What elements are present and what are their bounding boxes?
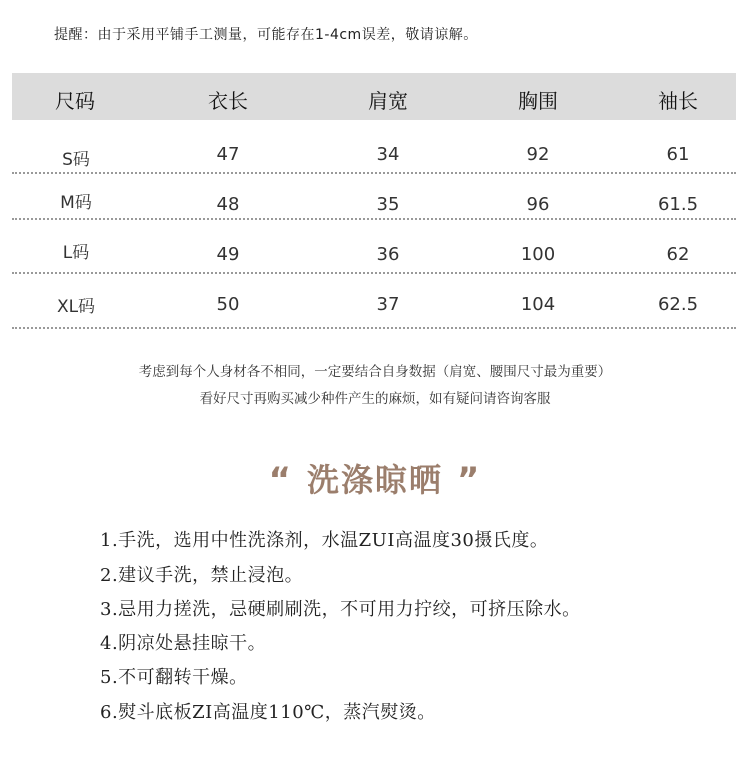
wash-instruction: 2.建议手洗，禁止浸泡。 (100, 565, 304, 586)
table-cell-size: M码 (60, 193, 92, 213)
table-cell-size: XL码 (56, 297, 96, 317)
table-cell: 61 (666, 144, 690, 165)
table-cell: 61.5 (657, 194, 699, 215)
wash-section-title (0, 455, 750, 501)
table-cell: 35 (376, 194, 400, 215)
table-cell: 34 (376, 144, 400, 165)
size-tip-line-2: 看好尺寸再购买减少种件产生的麻烦，如有疑问请咨询客服 (199, 391, 551, 407)
row-divider (12, 218, 736, 220)
open-quote: “ (268, 460, 293, 500)
table-cell: 50 (216, 294, 240, 315)
table-cell: 100 (520, 244, 556, 265)
table-cell-size: L码 (62, 243, 90, 263)
wash-instruction: 1.手洗，选用中性洗涤剂，水温ZUI高温度30摄氏度。 (100, 530, 549, 551)
table-cell: 62.5 (657, 294, 699, 315)
header-size: 尺码 (55, 89, 95, 113)
table-cell: 36 (376, 244, 400, 265)
header-sleeve: 袖长 (658, 89, 698, 113)
wash-instruction: 4.阴凉处悬挂晾干。 (100, 633, 267, 654)
row-divider (12, 172, 736, 174)
header-shoulder: 肩宽 (368, 89, 408, 113)
table-cell: 62 (666, 244, 690, 265)
row-divider (12, 272, 736, 274)
wash-instruction: 5.不可翻转干燥。 (100, 667, 248, 688)
table-cell: 37 (376, 294, 400, 315)
measurement-notice: 提醒：由于采用平铺手工测量，可能存在1-4cm误差，敬请谅解。 (54, 27, 478, 43)
table-cell: 96 (526, 194, 550, 215)
table-cell: 92 (526, 144, 550, 165)
wash-instruction: 6.熨斗底板ZI高温度110℃，蒸汽熨烫。 (100, 702, 436, 723)
table-cell: 49 (216, 244, 240, 265)
header-length: 衣长 (208, 89, 248, 113)
wash-title-text: 洗涤晾晒 (306, 461, 443, 499)
table-cell: 47 (216, 144, 240, 165)
size-tip-line-1: 考虑到每个人身材各不相同，一定要结合自身数据（肩宽、腰围尺寸最为重要） (138, 364, 612, 380)
wash-instruction: 3.忌用力搓洗，忌硬刷刷洗，不可用力拧绞，可挤压除水。 (100, 599, 581, 620)
row-divider (12, 327, 736, 329)
header-chest: 胸围 (518, 89, 558, 113)
close-quote: ” (457, 460, 482, 500)
table-cell: 48 (216, 194, 240, 215)
table-cell-size: S码 (62, 150, 90, 170)
table-cell: 104 (520, 294, 556, 315)
